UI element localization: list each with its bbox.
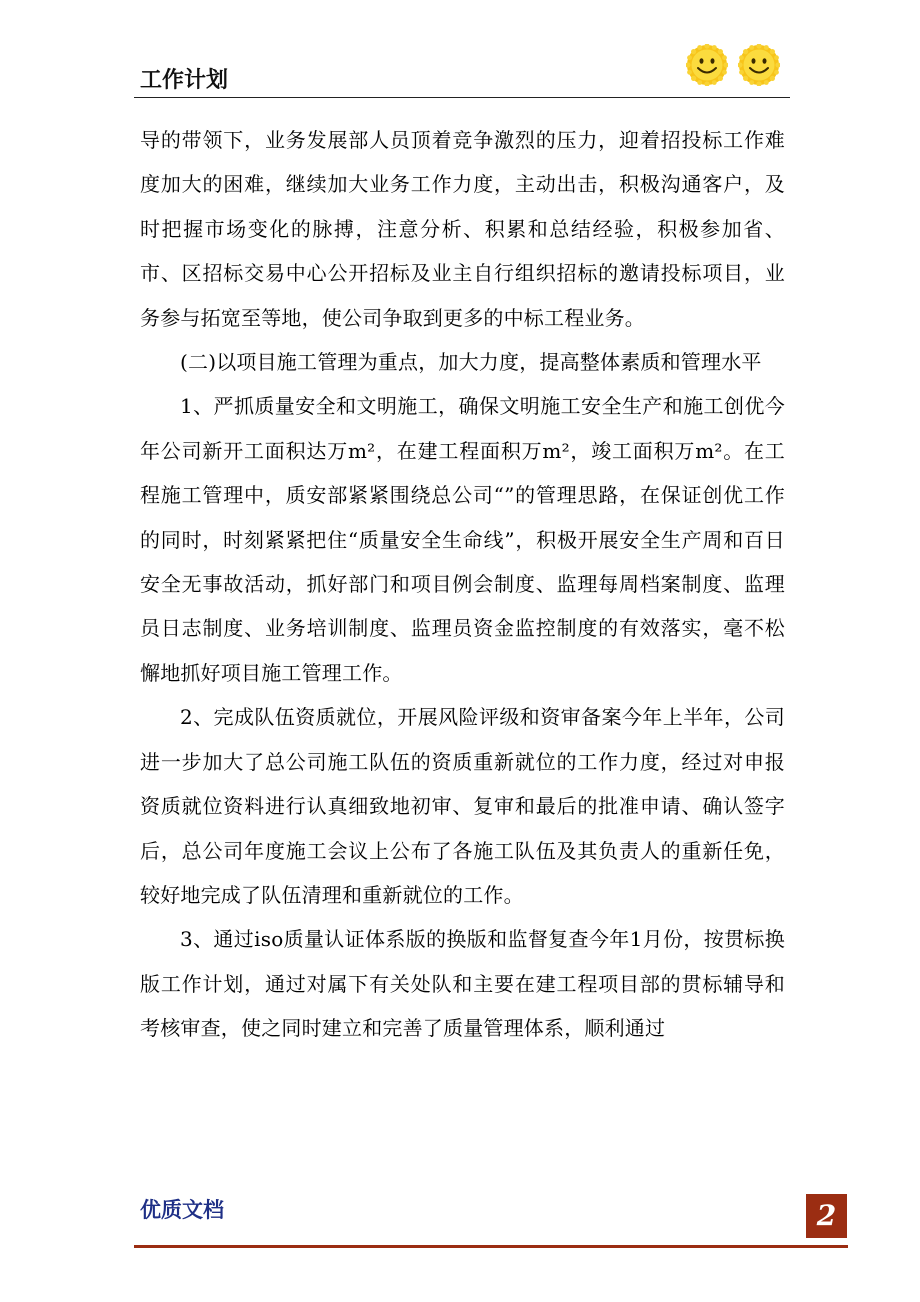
page-number-badge: 2 <box>806 1194 847 1238</box>
header-title: 工作计划 <box>140 68 229 93</box>
smiley-face-icon <box>738 44 780 86</box>
footer-divider <box>134 1245 848 1248</box>
body-paragraph: 2、完成队伍资质就位，开展风险评级和资审备案今年上半年，公司进一步加大了总公司施工队伍的资质重新就位的工作力度，经过对申报资质就位资料进行认真细致地初审、复审和最后的批准申请、确认签字后，总公司年度施工会议上公布了各施工队伍及其负责人的重新任免，较好地完成了队伍清理和重新就位的工作。 <box>140 705 785 907</box>
header-divider <box>134 97 790 98</box>
section-heading: (二)以项目施工管理为重点，加大力度，提高整体素质和管理水平 <box>180 350 762 375</box>
footer-title: 优质文档 <box>140 1198 224 1222</box>
document-body <box>140 118 785 1051</box>
body-paragraph: 导的带领下，业务发展部人员顶着竞争激烈的压力，迎着招投标工作难度加大的困难，继续加大业务工作力度，主动出击，积极沟通客户，及时把握市场变化的脉搏，注意分析、积累和总结经验，积极参加省、市、区招标交易中心公开招标及业主自行组织招标的邀请投标项目，业务参与拓宽至等地，使公司争取到更多的中标工程业务。 <box>140 128 785 330</box>
body-paragraph: 3、通过iso质量认证体系版的换版和监督复查今年1月份，按贯标换版工作计划，通过对属下有关处队和主要在建工程项目部的贯标辅导和考核审查，使之同时建立和完善了质量管理体系，顺利通过 <box>140 927 785 1041</box>
body-paragraph: 1、严抓质量安全和文明施工，确保文明施工安全生产和施工创优今年公司新开工面积达万m²，在建工程面积万m²，竣工面积万m²。在工程施工管理中，质安部紧紧围绕总公司“”的管理思路，在保证创优工作的同时，时刻紧紧把住“质量安全生命线”，积极开展安全生产周和百日安全无事故活动，抓好部门和项目例会制度、监理每周档案制度、监理员日志制度、业务培训制度、监理员资金监控制度的有效落实，毫不松懈地抓好项目施工管理工作。 <box>140 394 785 685</box>
smiley-face-icon <box>686 44 728 86</box>
